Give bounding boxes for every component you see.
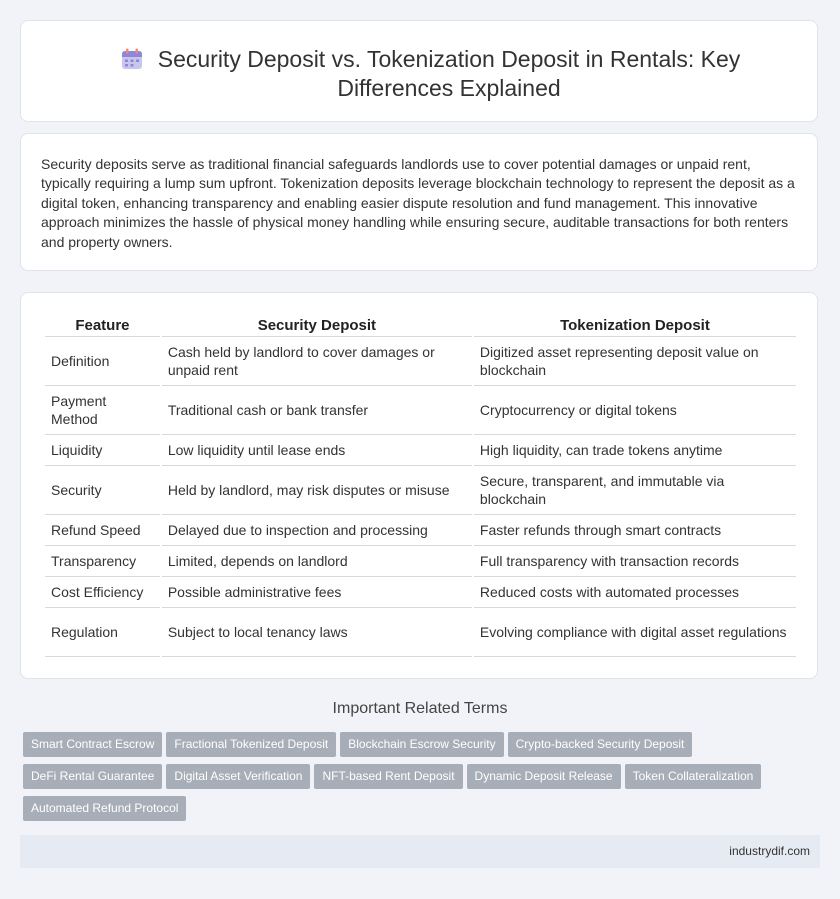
related-term-tag[interactable]: Fractional Tokenized Deposit bbox=[166, 732, 336, 757]
table-cell: Full transparency with transaction records bbox=[474, 546, 796, 577]
table-cell: Transparency bbox=[45, 546, 160, 577]
table-cell: High liquidity, can trade tokens anytime bbox=[474, 435, 796, 466]
table-cell: Cryptocurrency or digital tokens bbox=[474, 386, 796, 435]
table-row bbox=[45, 435, 796, 466]
table-cell: Refund Speed bbox=[45, 515, 160, 546]
table-cell: Delayed due to inspection and processing bbox=[162, 515, 472, 546]
related-terms-list bbox=[23, 732, 783, 828]
page-title: Security Deposit vs. Tokenization Deposit in Rentals: Key Differences Explained bbox=[157, 46, 741, 101]
related-terms-title: Important Related Terms bbox=[332, 700, 508, 717]
table-cell: Cost Efficiency bbox=[45, 577, 160, 608]
related-term-tag[interactable]: Digital Asset Verification bbox=[166, 764, 310, 789]
header-card bbox=[20, 20, 818, 122]
table-cell: Held by landlord, may risk disputes or misuse bbox=[162, 466, 472, 515]
related-term-tag[interactable]: Crypto-backed Security Deposit bbox=[508, 732, 693, 757]
table-cell: Regulation bbox=[45, 608, 160, 657]
related-term-tag[interactable]: NFT-based Rent Deposit bbox=[314, 764, 462, 789]
table-row bbox=[45, 466, 796, 515]
table-cell: Traditional cash or bank transfer bbox=[162, 386, 472, 435]
table-header-feature: Feature bbox=[45, 315, 160, 337]
table-cell: Payment Method bbox=[45, 386, 160, 435]
comparison-table-card bbox=[20, 292, 818, 679]
table-row bbox=[45, 577, 796, 608]
table-cell: Low liquidity until lease ends bbox=[162, 435, 472, 466]
table-cell: Liquidity bbox=[45, 435, 160, 466]
related-term-tag[interactable]: Automated Refund Protocol bbox=[23, 796, 186, 821]
table-cell: Faster refunds through smart contracts bbox=[474, 515, 796, 546]
footer bbox=[20, 835, 820, 868]
table-header-tokenization: Tokenization Deposit bbox=[474, 315, 796, 337]
table-row bbox=[45, 546, 796, 577]
table-row bbox=[45, 515, 796, 546]
table-cell: Definition bbox=[45, 337, 160, 386]
table-row bbox=[45, 608, 796, 657]
table-cell: Possible administrative fees bbox=[162, 577, 472, 608]
table-cell: Cash held by landlord to cover damages or unpaid rent bbox=[162, 337, 472, 386]
table-row bbox=[45, 337, 796, 386]
table-cell: Reduced costs with automated processes bbox=[474, 577, 796, 608]
table-cell: Subject to local tenancy laws bbox=[162, 608, 472, 657]
table-cell: Security bbox=[45, 466, 160, 515]
intro-text: Security deposits serve as traditional financial safeguards landlords use to cover potential damages or unpaid rent, typically requiring a lump sum upfront. Tokenization deposits leverage blockchain technology to represent the deposit as a digital token, enhancing transparency and enabling easier dispute resolution and fund management. This innovative approach minimizes the hassle of physical money handling while ensuring secure, auditable transactions for both renters and property owners. bbox=[41, 156, 795, 250]
table-cell: Secure, transparent, and immutable via blockchain bbox=[474, 466, 796, 515]
related-term-tag[interactable]: DeFi Rental Guarantee bbox=[23, 764, 162, 789]
table-cell: Limited, depends on landlord bbox=[162, 546, 472, 577]
related-term-tag[interactable]: Smart Contract Escrow bbox=[23, 732, 162, 757]
intro-card bbox=[20, 133, 818, 271]
table-row bbox=[45, 386, 796, 435]
related-term-tag[interactable]: Token Collateralization bbox=[625, 764, 762, 789]
footer-site[interactable]: industrydif.com bbox=[729, 844, 810, 858]
related-term-tag[interactable]: Blockchain Escrow Security bbox=[340, 732, 503, 757]
table-cell: Evolving compliance with digital asset regulations bbox=[474, 608, 796, 657]
comparison-table bbox=[43, 315, 798, 657]
table-cell: Digitized asset representing deposit value on blockchain bbox=[474, 337, 796, 386]
table-header-security: Security Deposit bbox=[162, 315, 472, 337]
related-term-tag[interactable]: Dynamic Deposit Release bbox=[467, 764, 621, 789]
